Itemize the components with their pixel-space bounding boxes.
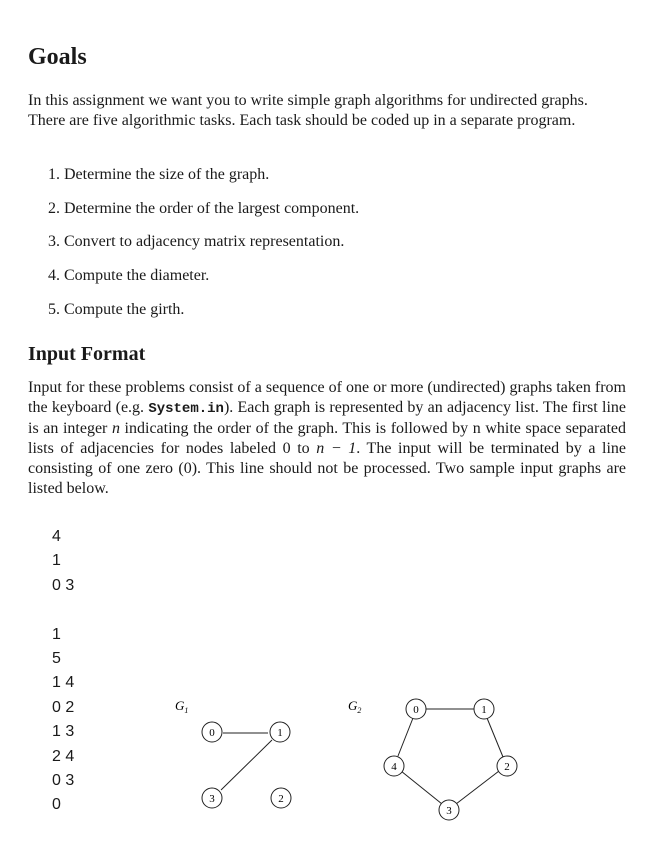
graph-g2-node — [406, 699, 426, 719]
sample-line: 1 — [52, 552, 61, 570]
task-item: 5. Compute the girth. — [48, 300, 185, 318]
svg-text:2: 2 — [278, 793, 284, 805]
graph-g2-node — [439, 800, 459, 820]
graph-g1-label: $G_1$ — [175, 698, 189, 715]
graph-g1-node — [202, 788, 222, 808]
graph-g2-node — [474, 699, 494, 719]
graph-g2 — [398, 709, 503, 804]
svg-text:3: 3 — [209, 793, 215, 805]
task-item: 3. Convert to adjacency matrix representation. — [48, 233, 345, 251]
sample-line: 0 2 — [52, 698, 75, 716]
sample-line: 5 — [52, 649, 61, 667]
inline-code: System.in — [148, 401, 224, 417]
graph-g1-node — [202, 722, 222, 742]
task-item: 2. Determine the order of the largest component. — [48, 199, 360, 217]
graph-g1 — [221, 733, 272, 790]
input-format-paragraph: Input for these problems consist of a sequence of one or more (undirected) graphs taken from the keyboard (e.g. System.in). Each graph is represented by an adjacency list. The first line is an integer n indicating the order of the graph. This is followed by n white space separated lists of adjacencies for nodes labeled 0 to n − 1. The input will be terminated by a line consisting of one zero (0). This line should not be processed. Two sample input graphs are listed below. — [28, 379, 627, 497]
sample-line: 4 — [52, 528, 61, 545]
svg-text:0: 0 — [209, 727, 215, 739]
graph-edge — [487, 718, 503, 757]
graph-g1-node — [270, 722, 290, 742]
graph-edge — [398, 718, 413, 756]
svg-text:1: 1 — [277, 727, 283, 739]
input-format-heading: Input Format — [28, 343, 146, 365]
graph-g2-label: $G_2$ — [348, 698, 362, 715]
task-item: 4. Compute the diameter. — [48, 267, 210, 285]
task-item: 1. Determine the size of the graph. — [48, 166, 270, 183]
math-expression: n − 1 — [316, 440, 357, 457]
graph-g2-node — [497, 756, 517, 776]
svg-text:1: 1 — [481, 704, 487, 716]
sample-line: 1 — [52, 625, 61, 643]
sample-line: 0 — [52, 796, 61, 814]
svg-text:2: 2 — [504, 761, 510, 773]
sample-line: 0 3 — [52, 576, 75, 594]
goals-heading: Goals — [28, 44, 87, 70]
math-variable: n — [111, 420, 120, 437]
sample-line: 1 3 — [52, 723, 75, 741]
sample-line: 1 4 — [52, 674, 75, 692]
sample-line: 2 4 — [52, 747, 75, 765]
sample-line: 0 3 — [52, 771, 75, 789]
graph-g2-node — [384, 756, 404, 776]
goals-intro: In this assignment we want you to write simple graph algorithms for undirected graphs. There are five algorithmic tasks. Each task should be coded up in a separate program. — [28, 92, 588, 129]
graph-g1-node — [271, 788, 291, 808]
svg-text:0: 0 — [413, 704, 419, 716]
svg-text:3: 3 — [446, 805, 452, 817]
graph-edge — [456, 771, 499, 804]
graph-edge — [221, 740, 272, 790]
svg-text:4: 4 — [391, 761, 397, 773]
graph-edge — [401, 771, 442, 804]
